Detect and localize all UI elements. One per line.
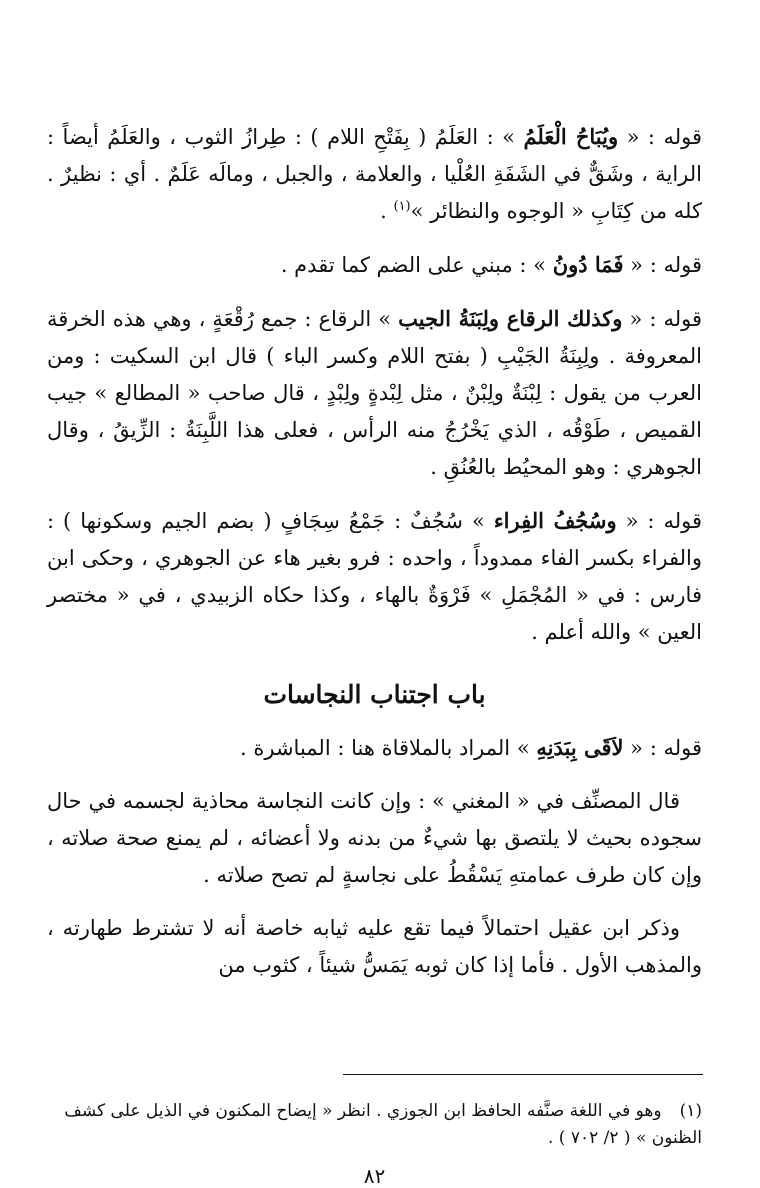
paragraph-2 <box>47 246 702 284</box>
quote-intro: قوله : « <box>623 736 702 760</box>
quote-close: » : <box>512 253 553 277</box>
paragraph-text: سُجُفٌ : جَمْعُ سِجَافٍ ( بضم الجيم وسكونها ) : والفراء بكسر الفاء ممدوداً ، واحده : فرو بغير هاء عن الجوهري ، وحكى ابن فارس : في « المُجْمَلِ » فَرْوَةٌ بالهاء ، وكذا حكاه الزبيدي ، في « مختصر العين » والله أعلم . <box>47 509 702 644</box>
quoted-term: فَمَا دُونُ <box>552 252 624 277</box>
paragraph-text: المراد بالملاقاة هنا : المباشرة . <box>240 736 511 760</box>
section-title: باب اجتناب النجاسات <box>263 680 486 709</box>
quoted-term: وسُجُفُ الفِراء <box>493 508 617 533</box>
quoted-term: وكذلك الرقاع ولِبَنَةُ الجيب <box>398 306 623 331</box>
paragraph-3 <box>47 300 702 486</box>
book-page <box>47 118 703 1188</box>
paragraph-end: . <box>380 199 394 223</box>
paragraph-text: الرقاع : جمع رُقْعَةٍ ، وهي هذه الخرقة المعروفة . ولِبِنَةُ الجَيْبِ ( بفتح اللام وكسر الباء ) قال ابن السكيت : ومن العرب من يقول : لِبْنَةٌ ولِبْنٌ ، مثل لِبْدةٍ ولِبْدٍ ، قال صاحب « المطالع » جيب القميص ، طَوْقُه ، الذي يَخْرُجُ منه الرأس ، فعلى هذا اللَّبِنَةُ : الزِّيقُ ، وقال الجوهري : وهو المحيُط بالعُنُقِ . <box>47 307 702 479</box>
paragraph-text: قال المصنِّف في « المغني » : وإن كانت النجاسة محاذية لجسمه في حال سجوده بحيث لا يلتصق بها شيءٌ من بدنه ولا أعضائه ، لم يمنع صحة صلاته ، وإن كان طرف عمامتهِ يَسْقُطُ على نجاسةٍ لم تصح صلاته . <box>47 789 702 887</box>
quote-intro: قوله : « <box>616 509 702 533</box>
footnote <box>47 1098 702 1152</box>
quote-close: » : <box>478 125 524 149</box>
quote-intro: قوله : « <box>623 253 702 277</box>
quote-close: » <box>510 736 537 760</box>
paragraph-text: مبني على الضم كما تقدم . <box>280 253 513 277</box>
quote-close: » <box>463 509 494 533</box>
paragraph-text: وذكر ابن عقيل احتمالاً فيما تقع عليه ثيابه خاصة أنه لا تشترط طهارته ، والمذهب الأول . فأما إذا كان ثوبه يَمَسُّ شيئاً ، كثوب من <box>47 916 702 977</box>
quoted-term: لاَقَى بِبَدَنِهِ <box>536 735 624 760</box>
footnote-divider <box>343 1074 703 1075</box>
footnote-number: (١) <box>679 1101 702 1121</box>
section-paragraph-1 <box>47 729 702 767</box>
section-paragraph-3 <box>47 910 702 984</box>
page-number: ٨٢ <box>363 1164 386 1188</box>
paragraph-1 <box>47 118 702 230</box>
footnote-text: وهو في اللغة صنَّفه الحافظ ابن الجوزي . انظر « إيضاح المكنون في الذيل على كشف الظنون » ( ٢/ ٧٠٢ ) . <box>64 1101 702 1148</box>
paragraph-text: العَلَمُ ( بِفَتْحِ اللام ) : طِرازُ الثوب ، والعَلَمُ أيضاً : الراية ، وشَقٌّ في الشَفَةِ العُلْيا ، والعلامة ، والجبل ، ومالَه عَلَمٌ . أي : نظيرٌ . كله من كِتَابِ « الوجوه والنظائر » <box>47 125 702 223</box>
section-paragraph-2 <box>47 783 702 894</box>
paragraph-4 <box>47 502 702 651</box>
quote-close: » <box>371 307 399 331</box>
quote-intro: قوله : « <box>622 307 703 331</box>
footnote-reference[interactable]: (١) <box>393 199 411 214</box>
quoted-term: ويُبَاحُ الْعَلَمُ <box>523 124 619 149</box>
quote-intro: قوله : « <box>618 125 703 149</box>
